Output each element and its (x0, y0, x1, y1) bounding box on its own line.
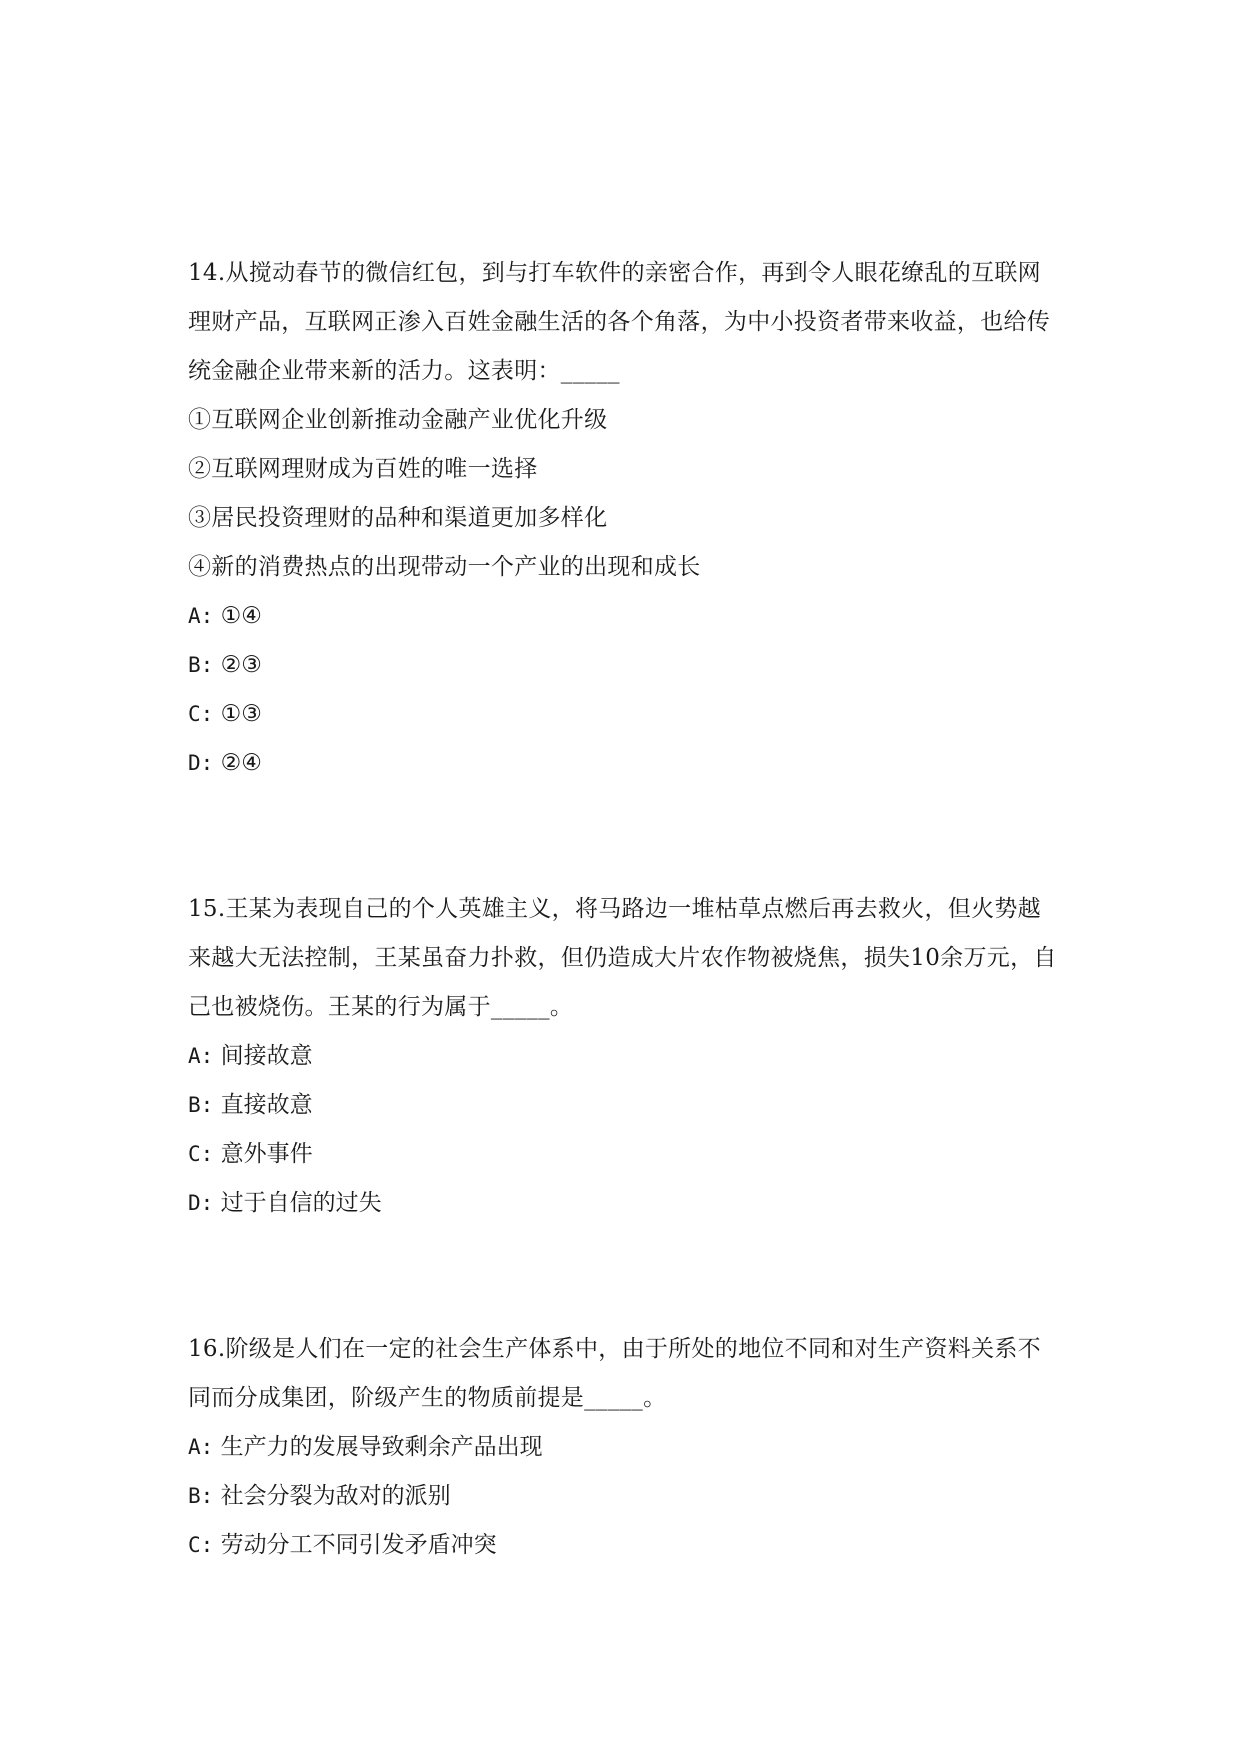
option-a[interactable] (188, 1032, 1060, 1081)
question-15 (188, 885, 1060, 1228)
option-key: A: (188, 604, 214, 628)
option-key: A: (188, 1435, 214, 1459)
option-c[interactable] (188, 1521, 1060, 1570)
option-text: ①④ (220, 603, 262, 629)
option-b[interactable] (188, 1081, 1060, 1130)
option-key: B: (188, 653, 214, 677)
option-text: 直接故意 (220, 1092, 313, 1118)
option-text: 生产力的发展导致剩余产品出现 (220, 1434, 543, 1460)
question-stem: 16.阶级是人们在一定的社会生产体系中，由于所处的地位不同和对生产资料关系不同而分成集团，阶级产生的物质前提是_____。 (188, 1336, 1041, 1411)
question-16 (188, 1325, 1060, 1570)
option-b[interactable] (188, 641, 1060, 690)
option-text: ②③ (220, 652, 262, 678)
option-text: 社会分裂为敌对的派别 (220, 1483, 451, 1509)
option-key: C: (188, 1142, 214, 1166)
option-key: D: (188, 751, 214, 775)
option-text: ②④ (220, 750, 262, 776)
statement-item: ③居民投资理财的品种和渠道更加多样化 (188, 505, 608, 531)
option-d[interactable] (188, 739, 1060, 788)
option-text: 劳动分工不同引发矛盾冲突 (220, 1532, 497, 1558)
option-key: A: (188, 1044, 214, 1068)
option-c[interactable] (188, 690, 1060, 739)
question-stem: 15.王某为表现自己的个人英雄主义，将马路边一堆枯草点燃后再去救火，但火势越来越大无法控制，王某虽奋力扑救，但仍造成大片农作物被烧焦，损失10余万元，自己也被烧伤。王某的行为属于_____。 (188, 896, 1057, 1020)
option-key: C: (188, 1533, 214, 1557)
option-d[interactable] (188, 1179, 1060, 1228)
option-a[interactable] (188, 592, 1060, 641)
option-c[interactable] (188, 1130, 1060, 1179)
statement-item: ④新的消费热点的出现带动一个产业的出现和成长 (188, 554, 701, 580)
statement-item: ①互联网企业创新推动金融产业优化升级 (188, 407, 608, 433)
option-key: D: (188, 1191, 214, 1215)
option-text: 过于自信的过失 (220, 1190, 382, 1216)
option-key: B: (188, 1093, 214, 1117)
option-b[interactable] (188, 1472, 1060, 1521)
question-14 (188, 249, 1060, 788)
option-text: 间接故意 (220, 1043, 313, 1069)
option-text: 意外事件 (220, 1141, 313, 1167)
statement-item: ②互联网理财成为百姓的唯一选择 (188, 456, 538, 482)
question-stem: 14.从搅动春节的微信红包，到与打车软件的亲密合作，再到令人眼花缭乱的互联网理财产品，互联网正渗入百姓金融生活的各个角落，为中小投资者带来收益，也给传统金融企业带来新的活力。这表明：_____ (188, 260, 1051, 384)
option-a[interactable] (188, 1423, 1060, 1472)
option-key: B: (188, 1484, 214, 1508)
option-text: ①③ (220, 701, 262, 727)
option-key: C: (188, 702, 214, 726)
